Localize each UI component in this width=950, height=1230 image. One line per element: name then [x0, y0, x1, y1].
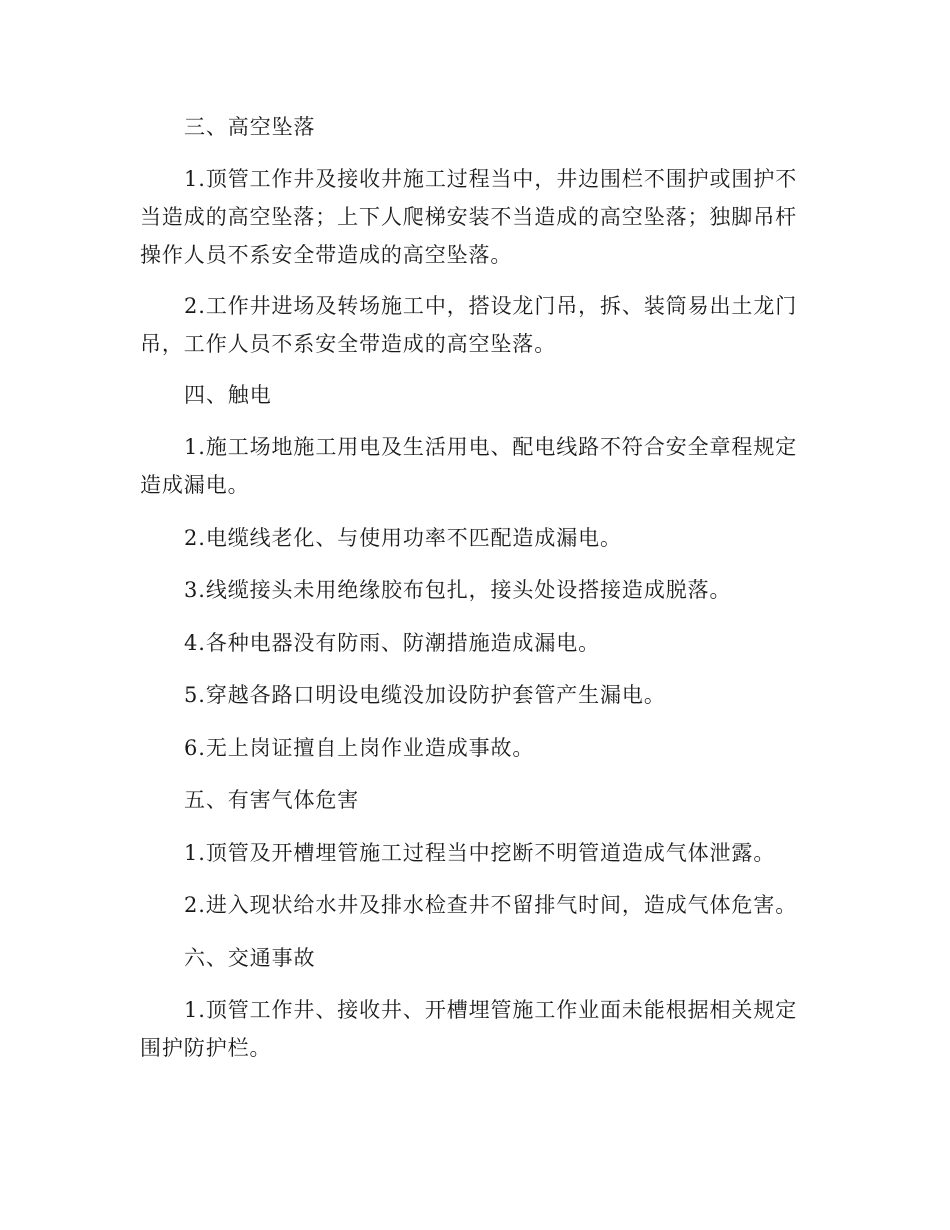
paragraph-gas-1: 1.顶管及开槽埋管施工过程当中挖断不明管道造成气体泄露。: [184, 841, 776, 865]
paragraph-gas-2: 2.进入现状给水井及排水检查井不留排气时间，造成气体危害。: [184, 893, 798, 917]
paragraph-fall-1: 1.顶管工作井及接收井施工过程当中，井边围栏不围护或围护不当造成的高空坠落；上下人爬梯安装不当造成的高空坠落；独脚吊杆操作人员不系安全带造成的高空坠落。: [140, 167, 798, 267]
paragraph-fall-2: 2.工作井进场及转场施工中，搭设龙门吊，拆、装筒易出土龙门吊，工作人员不系安全带造成的高空坠落。: [140, 294, 798, 356]
paragraph-electric-5: 5.穿越各路口明设电缆没加设防护套管产生漏电。: [184, 683, 666, 707]
section-heading-gas: 五、有害气体危害: [184, 788, 360, 812]
paragraph-electric-2: 2.电缆线老化、与使用功率不匹配造成漏电。: [184, 526, 622, 550]
section-heading-fall: 三、高空坠落: [184, 115, 316, 139]
paragraph-electric-6: 6.无上岗证擅自上岗作业造成事故。: [184, 736, 535, 760]
section-heading-electric: 四、触电: [184, 383, 272, 407]
section-heading-traffic: 六、交通事故: [184, 946, 316, 970]
paragraph-electric-4: 4.各种电器没有防雨、防潮措施造成漏电。: [184, 631, 601, 655]
paragraph-electric-3: 3.线缆接头未用绝缘胶布包扎，接头处设搭接造成脱落。: [184, 578, 732, 602]
paragraph-traffic-1: 1.顶管工作井、接收井、开槽埋管施工作业面未能根据相关规定围护防护栏。: [140, 998, 798, 1060]
paragraph-electric-1: 1.施工场地施工用电及生活用电、配电线路不符合安全章程规定造成漏电。: [140, 435, 798, 497]
